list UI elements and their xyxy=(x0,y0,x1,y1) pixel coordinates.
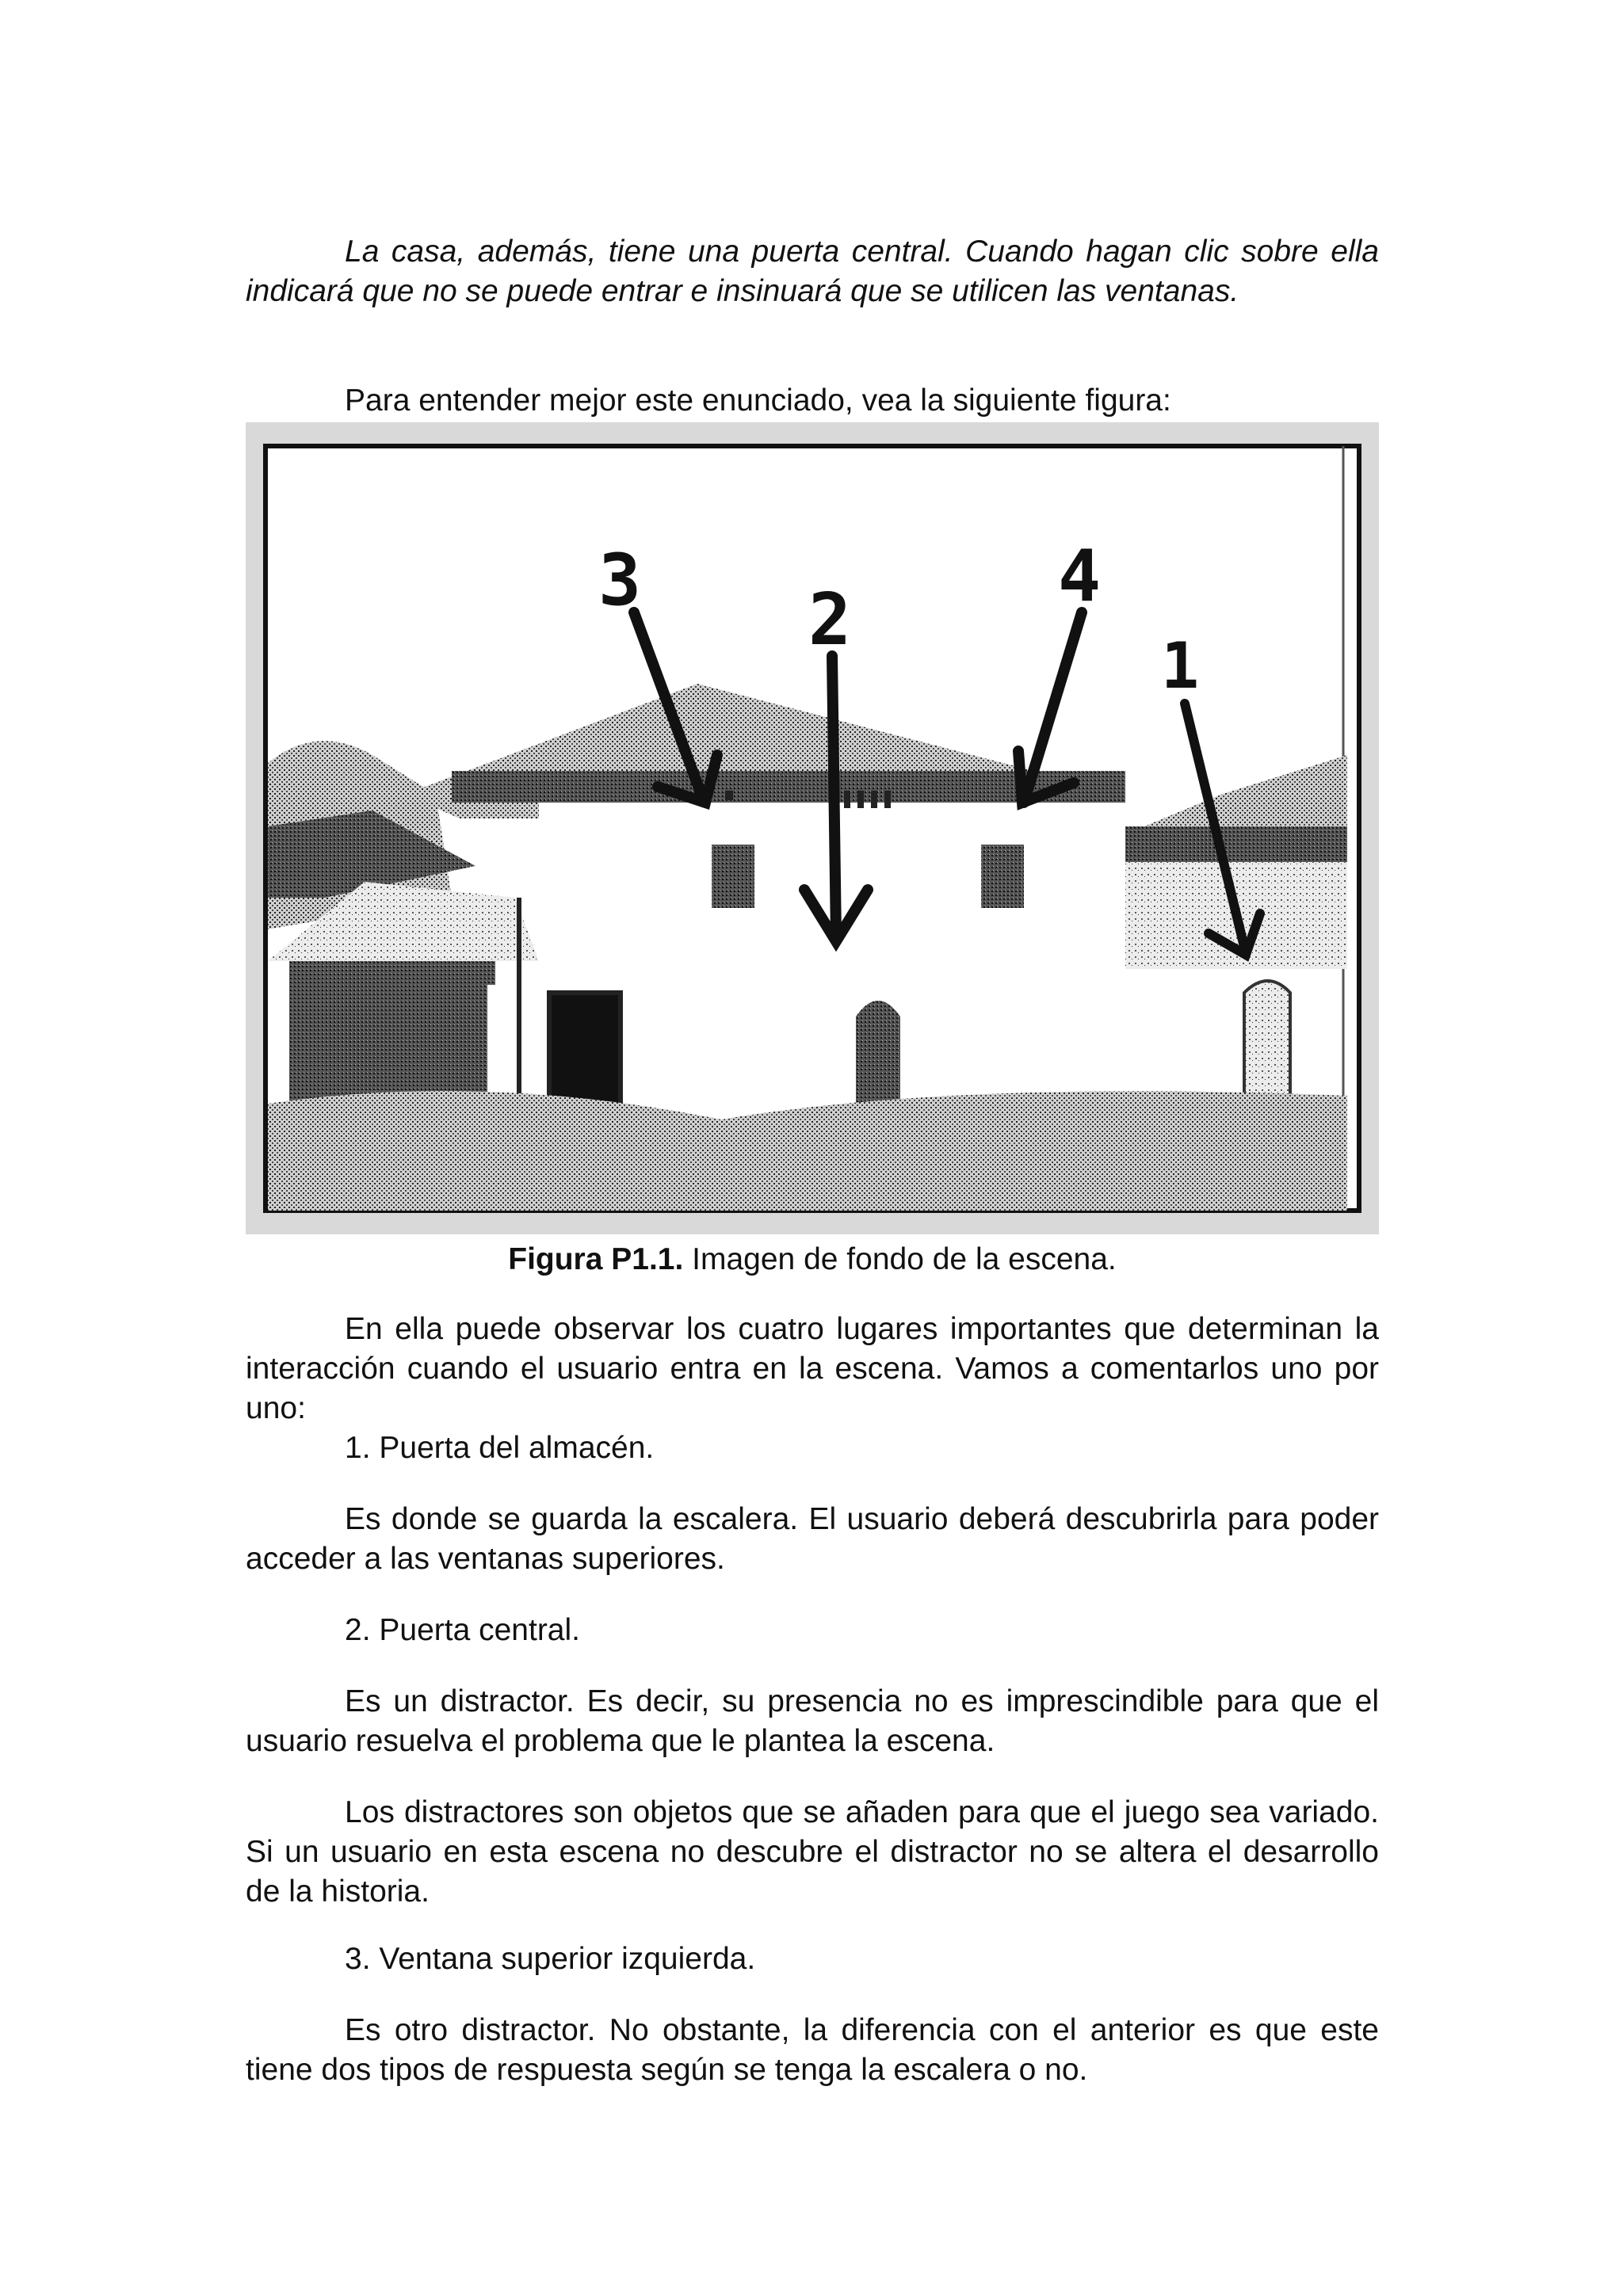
marker-label-2: 2 xyxy=(808,578,852,662)
marker-label-3: 3 xyxy=(598,539,642,622)
marker-label-1: 1 xyxy=(1161,629,1200,703)
body-paragraph-2: Es donde se guarda la escalera. El usuario deberá descubrirla para poder acceder a las ventanas superiores. xyxy=(246,1502,1379,1576)
figure-caption-label: Figura P1.1. xyxy=(508,1242,684,1276)
storehouse-door xyxy=(1244,981,1290,1096)
upper-window-left xyxy=(712,845,754,908)
list-item-1: 1. Puerta del almacén. xyxy=(345,1431,655,1465)
list-item-3: 3. Ventana superior izquierda. xyxy=(345,1942,756,1976)
ground-vegetation xyxy=(268,1091,1347,1211)
porch-beam xyxy=(289,961,495,985)
figure-caption-text: Imagen de fondo de la escena. xyxy=(683,1242,1117,1276)
intro-lead: Para entender mejor este enunciado, vea la siguiente figura: xyxy=(345,383,1171,418)
marker-label-4: 4 xyxy=(1058,535,1102,618)
central-door xyxy=(856,1001,900,1112)
scene-figure xyxy=(246,422,1379,1234)
body-paragraph-4: Los distractores son objetos que se añaden para que el juego sea variado. Si un usuario en esta escena no descubre el distractor no se altera el desarrollo de la historia. xyxy=(246,1795,1379,1909)
body-paragraph-1: En ella puede observar los cuatro lugares importantes que determinan la interacción cuando el usuario entra en la escena. Vamos a comentarlos uno por uno: xyxy=(246,1312,1379,1425)
body-paragraph-3: Es un distractor. Es decir, su presencia no es imprescindible para que el usuario resuelva el problema que le plantea la escena. xyxy=(246,1684,1379,1758)
intro-italic-paragraph: La casa, además, tiene una puerta central. Cuando hagan clic sobre ella indicará que no se puede entrar e insinuará que se utilicen las ventanas. xyxy=(246,235,1379,308)
upper-window-right xyxy=(981,845,1024,908)
body-paragraph-5: Es otro distractor. No obstante, la diferencia con el anterior es que este tiene dos tipos de respuesta según se tenga la escalera o no. xyxy=(246,2013,1379,2087)
annex-eaves-right xyxy=(1121,826,1347,862)
figure-caption xyxy=(246,1240,1379,1280)
list-item-2: 2. Puerta central. xyxy=(345,1613,580,1647)
